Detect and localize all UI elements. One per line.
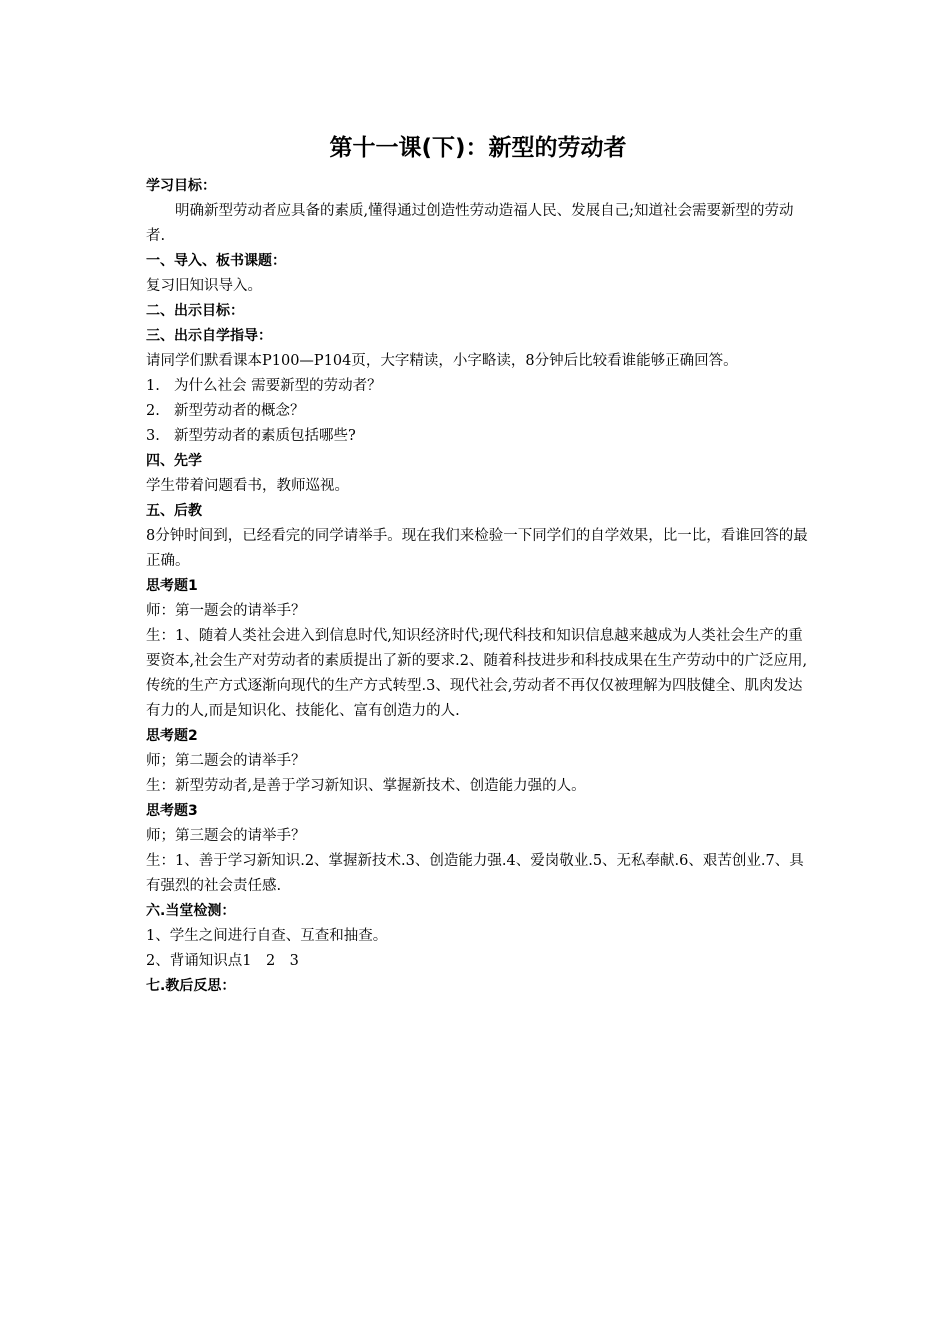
think-question-2-teacher: 师；第二题会的请举手？ (146, 753, 306, 769)
document-title: 第十一课(下)：新型的劳动者 (329, 135, 627, 161)
section-6-item: 2、背诵知识点1 2 3 (146, 953, 299, 969)
question-item (146, 374, 810, 399)
think-question-1-student: 生：1、随着人类社会进入到信息时代,知识经济时代;现代科技和知识信息越来越成为人类社会生产的重要资本,社会生产对劳动者的素质提出了新的要求.2、随着科技进步和科技成果在生产劳动中的广泛应用,传统的生产方式逐渐向现代的生产方式转型.3、现代社会,劳动者不再仅仅被理解为四肢健全、肌肉发达有力的人,而是知识化、技能化、富有创造力的人. (146, 628, 808, 719)
question-number: 3. (146, 428, 160, 444)
question-item (146, 424, 810, 449)
think-question-3-teacher: 师；第三题会的请举手？ (146, 828, 306, 844)
objectives-text: 明确新型劳动者应具备的素质,懂得通过创造性劳动造福人民、发展自己;知道社会需要新型的劳动者. (146, 203, 794, 244)
section-7-heading: 七.教后反思： (146, 978, 236, 994)
section-3-heading: 三、出示自学指导： (146, 328, 272, 344)
section-5-heading: 五、后教 (146, 503, 202, 519)
question-number: 2. (146, 403, 160, 419)
section-4-text: 学生带着问题看书，教师巡视。 (146, 478, 349, 494)
section-3-text: 请同学们默看课本P100—P104页，大字精读，小字略读，8分钟后比较看谁能够正确回答。 (146, 353, 738, 369)
section-1-text: 复习旧知识导入。 (146, 278, 262, 294)
document-page (146, 128, 810, 999)
think-question-1-heading: 思考题1 (146, 578, 198, 594)
think-question-1-teacher: 师：第一题会的请举手？ (146, 603, 306, 619)
section-1-heading: 一、导入、板书课题： (146, 253, 286, 269)
section-6-item: 1、学生之间进行自查、互查和抽查。 (146, 928, 388, 944)
section-4-heading: 四、先学 (146, 453, 202, 469)
question-item (146, 399, 810, 424)
section-6-heading: 六.当堂检测： (146, 903, 236, 919)
think-question-3-student: 生：1、善于学习新知识.2、掌握新技术.3、创造能力强.4、爱岗敬业.5、无私奉献.6、艰苦创业.7、具有强烈的社会责任感. (146, 853, 804, 894)
question-text: 新型劳动者的概念？ (174, 403, 305, 419)
question-text: 新型劳动者的素质包括哪些? (174, 428, 356, 444)
question-number: 1. (146, 378, 160, 394)
think-question-2-student: 生：新型劳动者,是善于学习新知识、掌握新技术、创造能力强的人。 (146, 778, 586, 794)
think-question-3-heading: 思考题3 (146, 803, 198, 819)
think-question-2-heading: 思考题2 (146, 728, 198, 744)
question-text: 为什么社会 需要新型的劳动者？ (174, 378, 382, 394)
section-5-text: 8分钟时间到，已经看完的同学请举手。现在我们来检验一下同学们的自学效果，比一比，看谁回答的最正确。 (146, 528, 808, 569)
section-2-heading: 二、出示目标： (146, 303, 244, 319)
objectives-heading: 学习目标： (146, 178, 216, 194)
